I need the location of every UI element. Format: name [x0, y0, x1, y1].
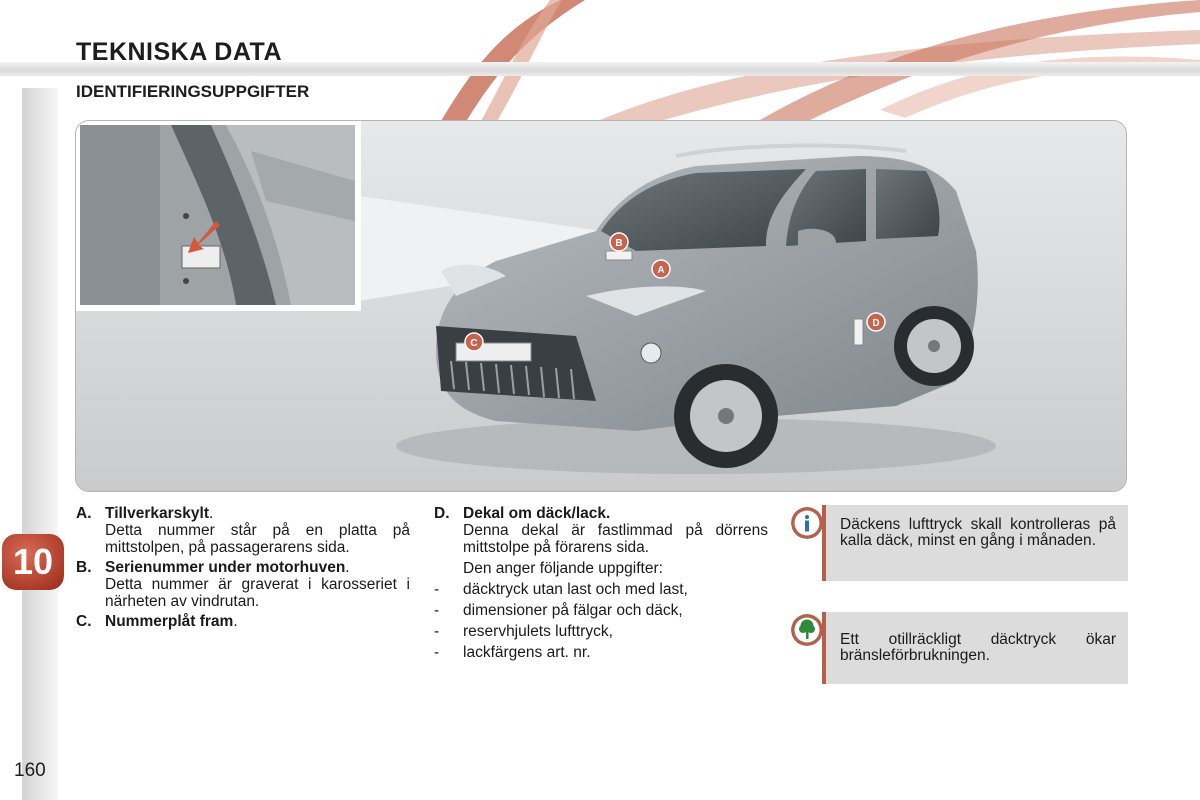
- item-b-suffix: .: [345, 559, 350, 576]
- item-c-letter: C.: [76, 613, 92, 630]
- section-title: IDENTIFIERINGSUPPGIFTER: [76, 82, 310, 101]
- item-c: [76, 613, 410, 630]
- page-number: 160: [14, 760, 46, 781]
- bullet-text: dimensioner på fälgar och däck,: [463, 602, 683, 619]
- bullet-text: reservhjulets lufttryck,: [463, 623, 613, 640]
- marker-a: [652, 260, 670, 278]
- list-item: - lackfärgens art. nr.: [434, 644, 591, 661]
- item-a-label: Tillverkarskylt: [105, 505, 209, 522]
- items-right-column: [434, 505, 768, 661]
- item-a-suffix: .: [208, 505, 214, 522]
- item-a-letter: A.: [76, 505, 92, 522]
- marker-b: [610, 233, 628, 251]
- item-d-intro: Den anger följande uppgifter:: [463, 560, 663, 577]
- item-d: [434, 505, 768, 577]
- eco-note: [822, 612, 1128, 684]
- page-title: TEKNISKA DATA: [76, 38, 283, 66]
- item-b-desc: Detta nummer är graverat i karosseriet i närheten av vindrutan.: [105, 576, 410, 610]
- list-item: - reservhjulets lufttryck,: [434, 623, 613, 640]
- info-note: [822, 505, 1128, 581]
- item-a: [76, 505, 410, 556]
- items-left-column: [76, 505, 410, 633]
- info-icon: [791, 507, 823, 539]
- side-bar: [22, 88, 58, 800]
- item-d-desc: Denna dekal är fastlimmad på dörrens mittstolpe på förarens sida.: [463, 522, 768, 556]
- marker-d-label: D: [872, 318, 880, 329]
- item-b: [76, 559, 410, 610]
- tree-icon: [791, 614, 823, 646]
- marker-b-label: B: [615, 238, 623, 249]
- marker-c-label: C: [470, 338, 478, 349]
- marker-a-label: A: [657, 265, 665, 276]
- vehicle-identification-figure: [75, 120, 1127, 492]
- item-c-suffix: .: [233, 613, 238, 630]
- list-item: - dimensioner på fälgar och däck,: [434, 602, 683, 619]
- chapter-number: 10: [12, 541, 54, 582]
- list-item: - däcktryck utan last och med last,: [434, 581, 688, 598]
- bullet-text: däcktryck utan last och med last,: [463, 581, 688, 598]
- item-d-label: Dekal om däck/lack.: [463, 505, 611, 522]
- item-b-letter: B.: [76, 559, 92, 576]
- marker-d: [867, 313, 885, 331]
- item-c-label: Nummerplåt fram: [105, 613, 234, 630]
- bullet-text: lackfärgens art. nr.: [463, 644, 591, 661]
- door-pillar-inset: [76, 121, 361, 311]
- item-d-letter: D.: [434, 505, 450, 522]
- eco-note-text: Ett otillräckligt däcktryck ökar bränsleförbrukningen.: [840, 631, 1116, 664]
- item-a-desc: Detta nummer står på en platta på mittstolpen, på passagerarens sida.: [105, 522, 410, 556]
- marker-c: [465, 333, 483, 351]
- item-b-label: Serienummer under motorhuven: [105, 559, 346, 576]
- info-note-text: Däckens lufttryck skall kontrolleras på kalla däck, minst en gång i månaden.: [840, 516, 1116, 549]
